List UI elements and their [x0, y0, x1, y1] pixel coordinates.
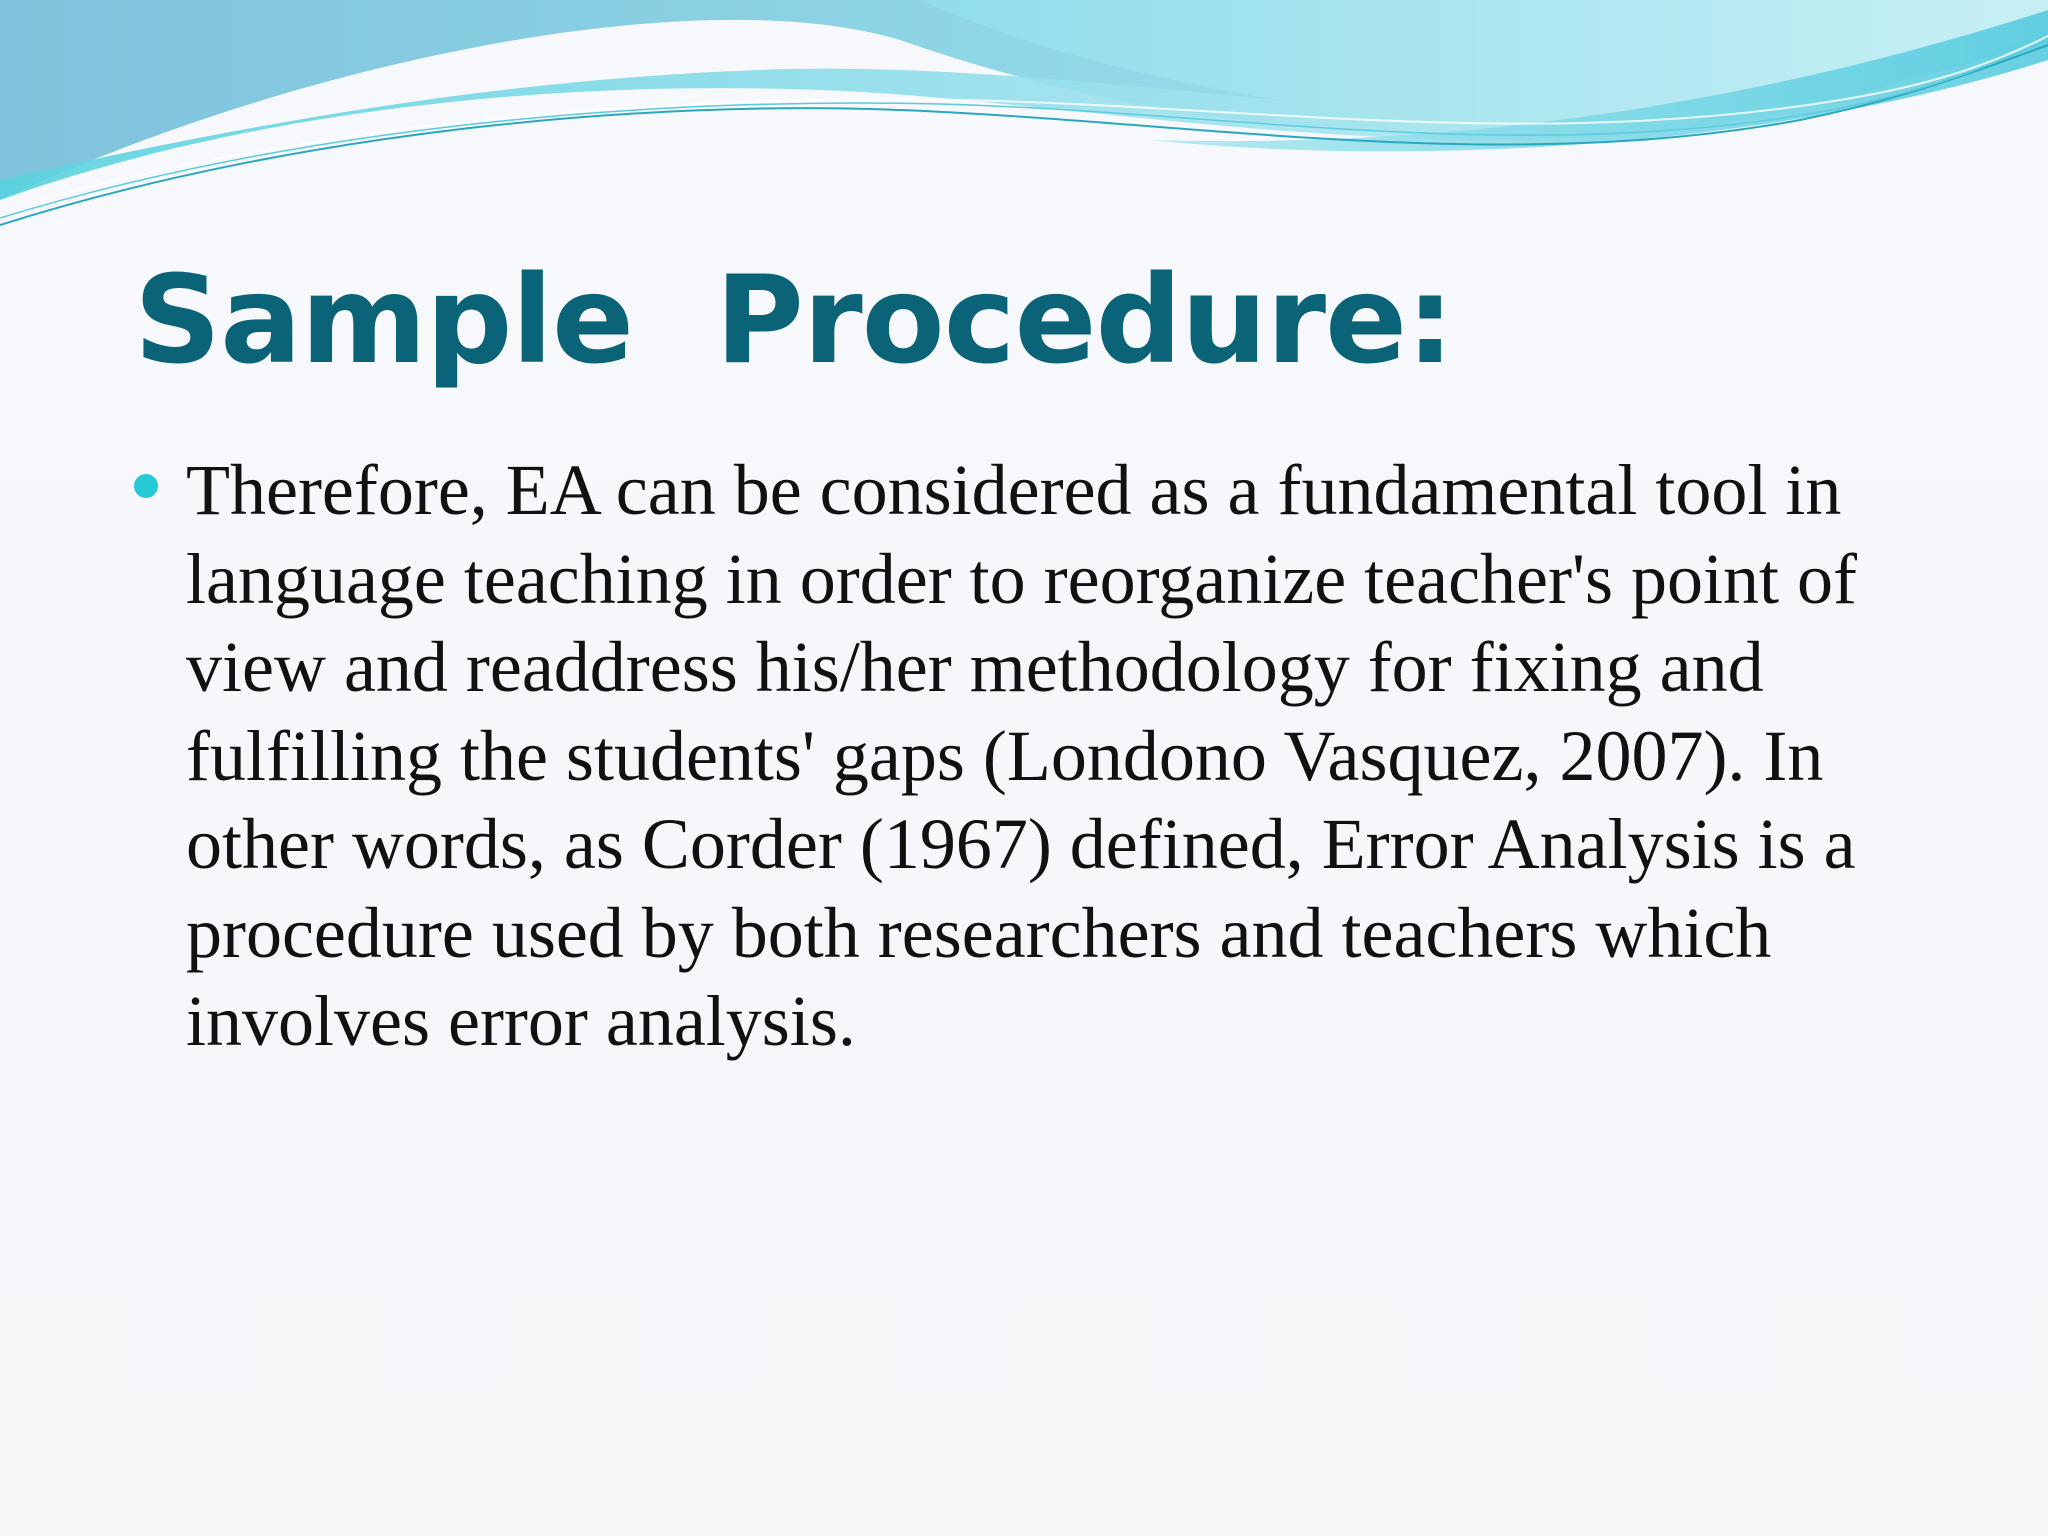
bullet-dot-icon: [134, 474, 158, 498]
header-wave-decoration: [0, 0, 2048, 240]
bullet-list: [128, 446, 1928, 1066]
bullet-item: [128, 446, 1928, 1066]
bullet-text: Therefore, EA can be considered as a fundamental tool in language teaching in order to reorganize teacher's point of view and readdress his/her methodology for fixing and fulfilling the students' gaps (Londono Vasquez, 2007). In other words, as Corder (1967) defined, Error Analysis is a procedure used by both researchers and teachers which involves error analysis.: [186, 450, 1857, 1061]
slide-title: Sample Procedure:: [134, 250, 1454, 391]
